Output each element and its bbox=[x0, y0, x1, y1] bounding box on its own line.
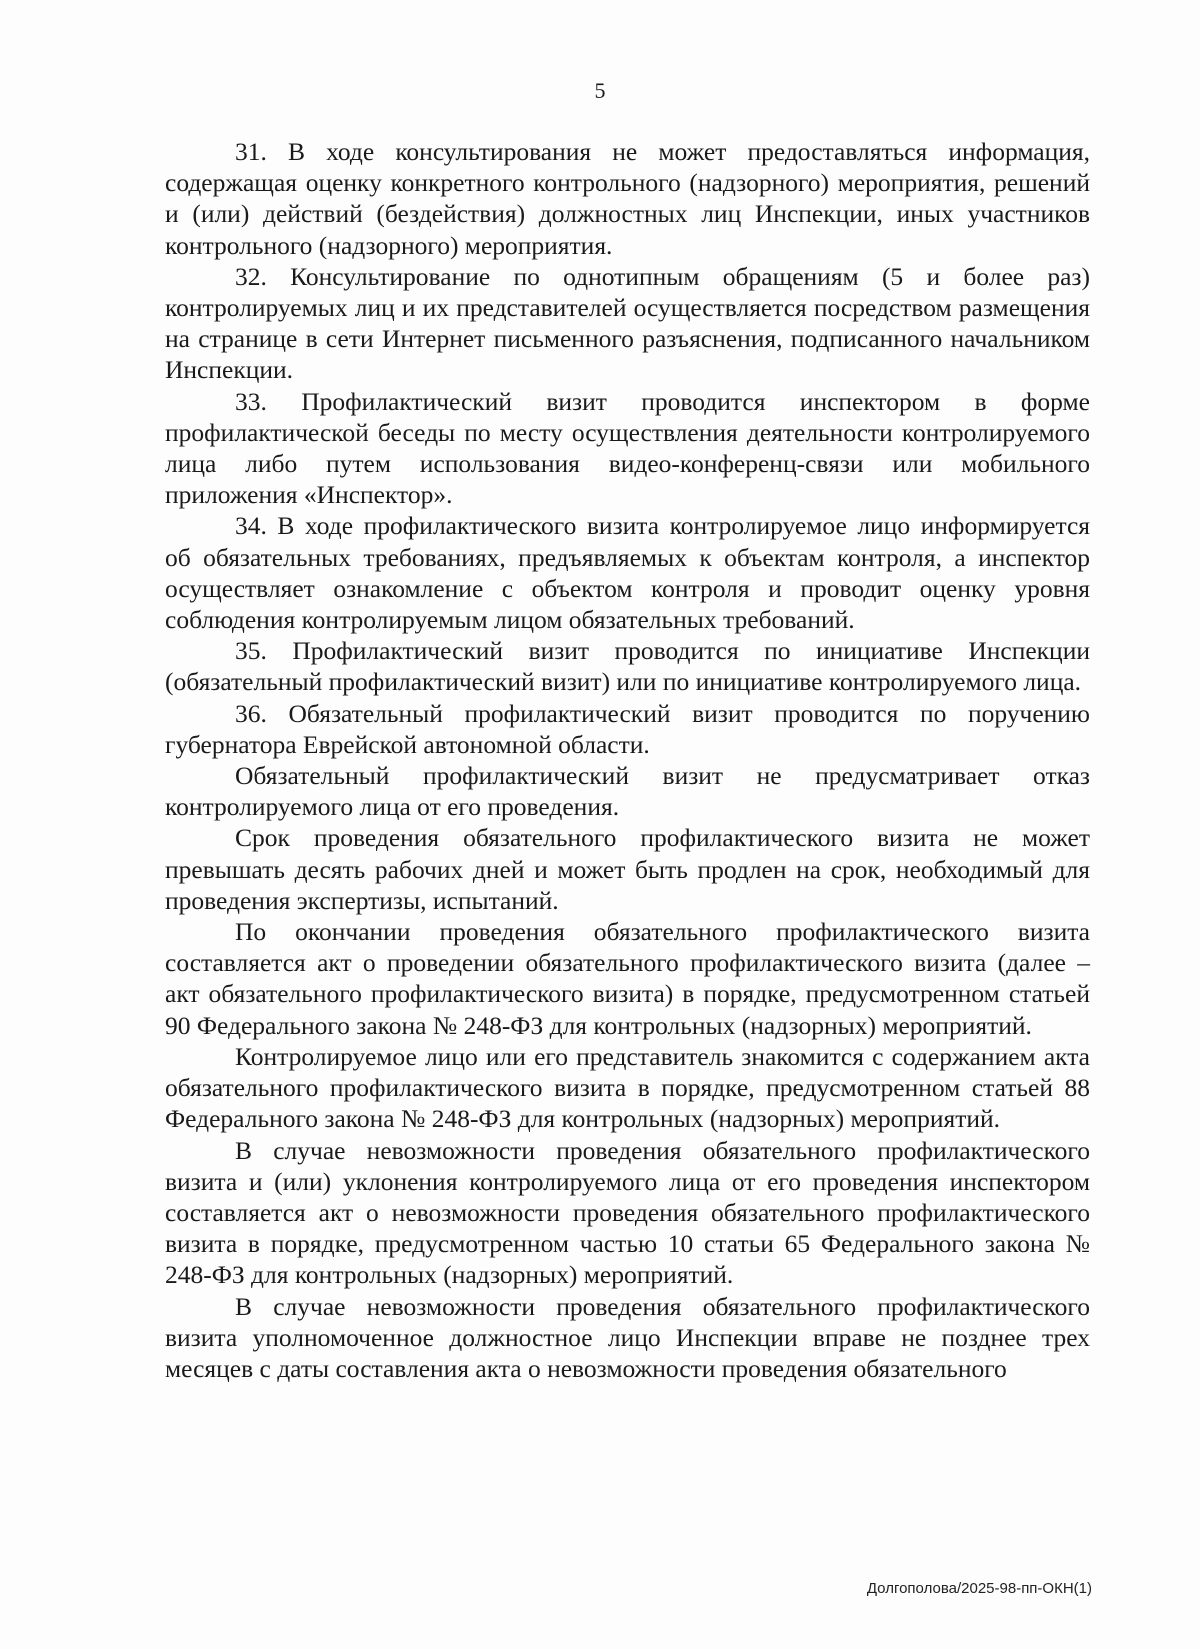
paragraph-36-familiarization: Контролируемое лицо или его представитель знакомится с содержанием акта обязательного профилактического визита в порядке, предусмотренном статьей 88 Федерального закона № 248-ФЗ для контрольных (надзорных) мероприятий. bbox=[165, 1041, 1090, 1134]
paragraph-34: 34. В ходе профилактического визита контролируемое лицо информируется об обязательных требованиях, предъявляемых к объектам контроля, а инспектор осуществляет ознакомление с объектом контроля и проводит оценку уровня соблюдения контролируемым лицом обязательных требований. bbox=[165, 511, 1090, 635]
paragraph-36-duration: Срок проведения обязательного профилактического визита не может превышать десять рабочих дней и может быть продлен на срок, необходимый для проведения экспертизы, испытаний. bbox=[165, 823, 1090, 915]
document-body bbox=[165, 136, 1090, 1384]
paragraph-36-act: По окончании проведения обязательного профилактического визита составляется акт о проведении обязательного профилактического визита (далее – акт обязательного профилактического визита) в порядке, предусмотренном статьей 90 Федерального закона № 248-ФЗ для контрольных (надзорных) мероприятий. bbox=[165, 917, 1090, 1040]
paragraph-36-repeat-visit: В случае невозможности проведения обязательного профилактического визита уполномоченное должностное лицо Инспекции вправе не позднее трех месяцев с даты составления акта о невозможности проведения обязательного bbox=[165, 1291, 1090, 1383]
paragraph-36-impossibility-act: В случае невозможности проведения обязательного профилактического визита и (или) уклонения контролируемого лица от его проведения инспектором составляется акт о невозможности проведения обязательного профилактического визита в порядке, предусмотренном частью 10 статьи 65 Федерального закона № 248-ФЗ для контрольных (надзорных) мероприятий. bbox=[165, 1135, 1090, 1290]
paragraph-33: 33. Профилактический визит проводится инспектором в форме профилактической беседы по месту осуществления деятельности контролируемого лица либо путем использования видео-конференц-связи или мобильного приложения «Инспектор». bbox=[165, 386, 1090, 510]
paragraph-36-no-refusal: Обязательный профилактический визит не предусматривает отказ контролируемого лица от его проведения. bbox=[165, 761, 1090, 822]
paragraph-32: 32. Консультирование по однотипным обращениям (5 и более раз) контролируемых лиц и их представителей осуществляется посредством размещения на странице в сети Интернет письменного разъяснения, подписанного начальником Инспекции. bbox=[165, 261, 1090, 385]
paragraph-36: 36. Обязательный профилактический визит проводится по поручению губернатора Еврейской автономной области. bbox=[165, 698, 1090, 759]
paragraph-31: 31. В ходе консультирования не может предоставляться информация, содержащая оценку конкретного контрольного (надзорного) мероприятия, решений и (или) действий (бездействия) должностных лиц Инспекции, иных участников контрольного (надзорного) мероприятия. bbox=[165, 137, 1090, 260]
paragraph-35: 35. Профилактический визит проводится по инициативе Инспекции (обязательный профилактический визит) или по инициативе контролируемого лица. bbox=[165, 636, 1090, 697]
page-number: 5 bbox=[594, 78, 606, 103]
document-footer-code: Долгополова/2025-98-пп-ОКН(1) bbox=[866, 1580, 1092, 1597]
